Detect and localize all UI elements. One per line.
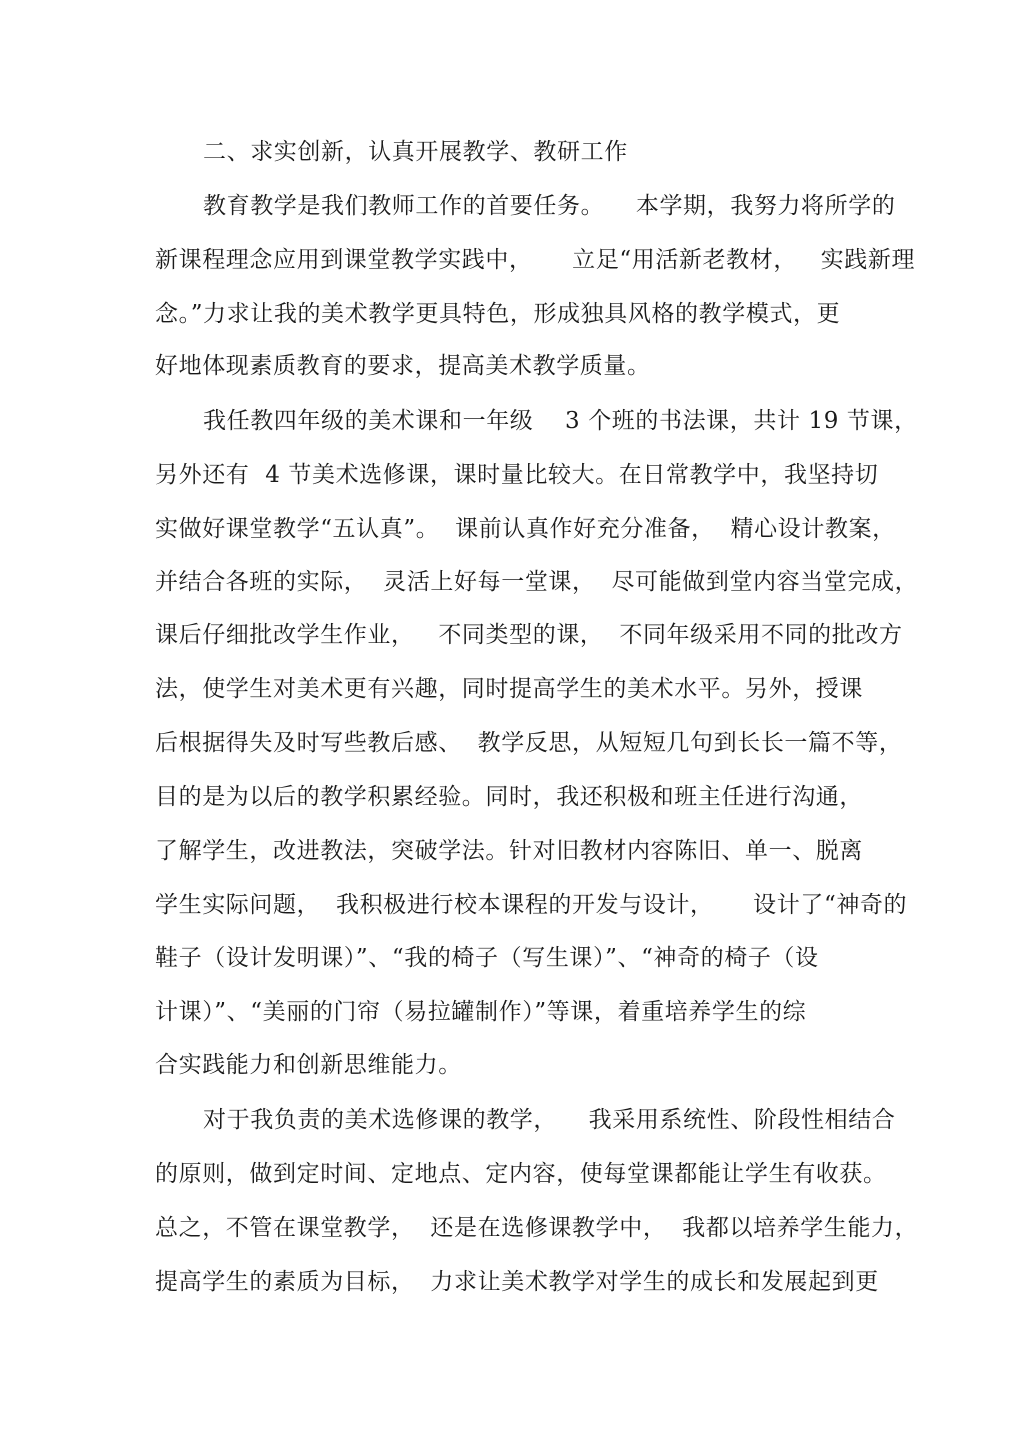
text-line: 对于我负责的美术选修课的教学， 我采用系统性、阶段性相结合 — [203, 1107, 896, 1133]
text-line: 目的是为以后的教学积累经验。同时，我还积极和班主任进行沟通， — [155, 784, 863, 810]
text-line: 我任教四年级的美术课和一年级 3 个班的书法课，共计 19 节课， — [203, 408, 918, 434]
text-line: 新课程理念应用到课堂教学实践中， 立足“用活新老教材， 实践新理 — [155, 247, 916, 273]
text-line: 计课）”、“美丽的门帘（易拉罐制作）”等课，着重培养学生的综 — [155, 999, 807, 1025]
text-line: 总之，不管在课堂教学， 还是在选修课教学中， 我都以培养学生能力， — [155, 1215, 919, 1241]
text-line: 实做好课堂教学“五认真”。 课前认真作好充分准备， 精心设计教案， — [155, 516, 896, 542]
text-line: 课后仔细批改学生作业， 不同类型的课， 不同年级采用不同的批改方 — [155, 622, 903, 648]
text-line: 教育教学是我们教师工作的首要任务。 本学期，我努力将所学的 — [203, 193, 896, 219]
text-line: 并结合各班的实际， 灵活上好每一堂课， 尽可能做到堂内容当堂完成， — [155, 569, 919, 595]
text-line: 学生实际问题， 我积极进行校本课程的开发与设计， 设计了“神奇的 — [155, 892, 908, 918]
text-line: 念。”力求让我的美术教学更具特色，形成独具风格的教学模式，更 — [155, 301, 841, 327]
text-line: 后根据得失及时写些教后感、 教学反思，从短短几句到长长一篇不等， — [155, 730, 903, 756]
text-line: 好地体现素质教育的要求，提高美术教学质量。 — [155, 353, 651, 379]
text-line: 了解学生，改进教法，突破学法。针对旧教材内容陈旧、单一、脱离 — [155, 838, 863, 864]
text-line: 法，使学生对美术更有兴趣，同时提高学生的美术水平。另外，授课 — [155, 676, 863, 702]
text-line: 另外还有 4 节美术选修课，课时量比较大。在日常教学中，我坚持切 — [155, 462, 879, 488]
text-line: 鞋子（设计发明课）”、“我的椅子（写生课）”、“神奇的椅子（设 — [155, 945, 819, 971]
text-line: 合实践能力和创新思维能力。 — [155, 1052, 462, 1078]
text-line: 提高学生的素质为目标， 力求让美术教学对学生的成长和发展起到更 — [155, 1269, 879, 1295]
section-heading: 二、求实创新，认真开展教学、教研工作 — [203, 139, 628, 165]
text-line: 的原则，做到定时间、定地点、定内容，使每堂课都能让学生有收获。 — [155, 1161, 887, 1187]
